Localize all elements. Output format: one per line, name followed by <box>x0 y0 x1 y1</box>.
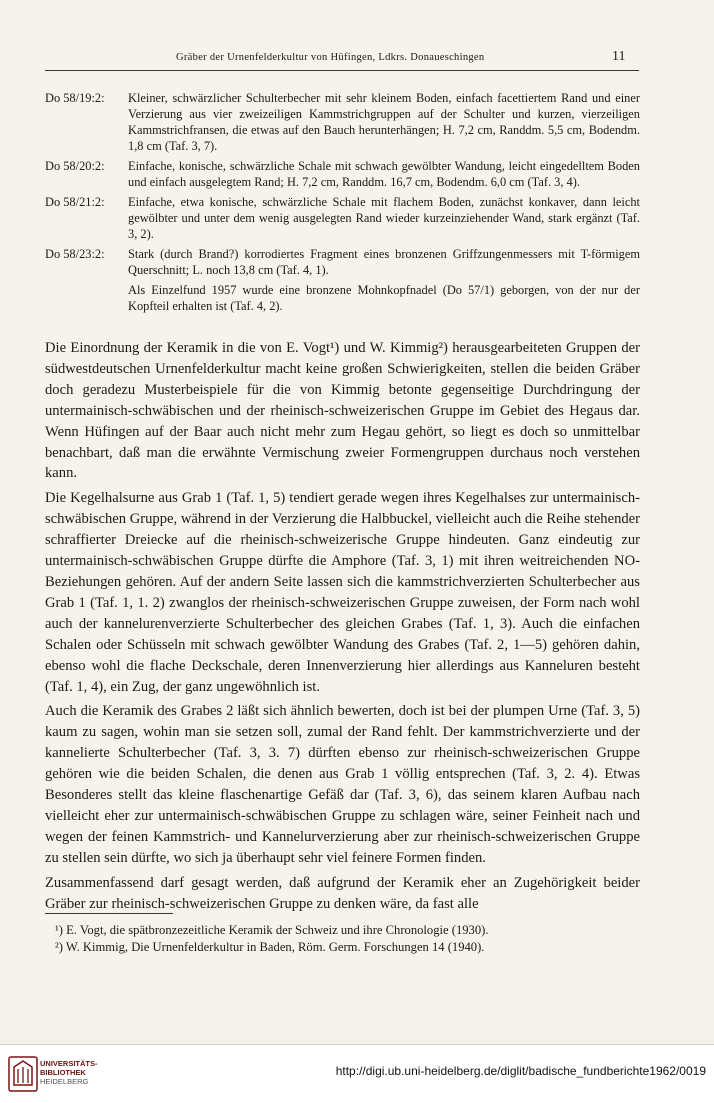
footnotes <box>45 913 640 956</box>
catalog-entry <box>45 158 640 190</box>
catalog-entry <box>45 246 640 278</box>
library-name-line: HEIDELBERG <box>40 1077 89 1086</box>
entry-id: Do 58/19:2: <box>45 91 105 105</box>
paragraph: Die Kegelhalsurne aus Grab 1 (Taf. 1, 5) tendiert gerade wegen ihres Kegelhalses zur untermainisch-schwäbischen Gruppe, während in der Verzierung die Halbbuckel, vielleicht auch die Reihe stehender schraffierter Dreiecke auf die rheinisch-schweizerische Gruppe hindeuten. Ganz eindeutig zur untermainisch-schwäbischen Gruppe dürfte die Amphore (Taf. 3, 1) mit ihren weitreichenden NO-Beziehungen gehören. Auf der andern Seite lassen sich die kammstrichverzierten Schulterbecher aus Grab 1 (Taf. 1, 1. 2) zwanglos der rheinisch-schweizerischen Gruppe zuweisen, der Form nach wohl auch der kannelurenverzierte Schulterbecher des gleichen Grabes (Taf. 1, 3). Auch die einfachen Schalen oder Schüsseln mit schwach gewölbter Wandung des Grabes (Taf. 2, 1—5) gehören dahin, ebenso wohl die flache Deckschale, deren Innenverzierung hier allerdings aus Kanneluren besteht (Taf. 1, 4), ein Zug, der ganz ungewöhnlich ist. <box>45 490 640 695</box>
entry-id: Do 58/21:2: <box>45 195 105 209</box>
entry-id: Do 58/23:2: <box>45 247 105 261</box>
paragraph: Zusammenfassend darf gesagt werden, daß aufgrund der Keramik eher an Zugehörigkeit beider Gräber zur rheinisch-schweizerischen Gruppe zu denken wäre, da fast alle <box>45 874 640 912</box>
library-name-line: BIBLIOTHEK <box>40 1068 86 1077</box>
source-url-link[interactable]: http://digi.ub.uni-heidelberg.de/diglit/badische_fundberichte1962/0019 <box>335 1064 706 1078</box>
entry-text: Stark (durch Brand?) korrodiertes Fragment eines bronzenen Griffzungenmessers mit T-förmigem Querschnitt; L. noch 13,8 cm (Taf. 4, 1). <box>128 247 640 277</box>
library-name-line: UNIVERSITÄTS- <box>40 1059 98 1068</box>
university-library-logo-icon <box>8 1055 38 1093</box>
entry-id: Do 58/20:2: <box>45 159 105 173</box>
entry-note: Als Einzelfund 1957 wurde eine bronzene Mohnkopfnadel (Do 57/1) geborgen, von der nur der Kopfteil erhalten ist (Taf. 4, 2). <box>128 283 640 313</box>
running-title: Gräber der Urnenfelderkultur von Hüfingen, Ldkrs. Donaueschingen <box>176 52 485 63</box>
footnote: ¹) E. Vogt, die spätbronzezeitliche Keramik der Schweiz und ihre Chronologie (1930). <box>55 923 489 937</box>
page-number: 11 <box>612 49 626 64</box>
header-rule <box>45 70 639 71</box>
body-text <box>45 338 640 918</box>
footnote: ²) W. Kimmig, Die Urnenfelderkultur in Baden, Röm. Germ. Forschungen 14 (1940). <box>55 940 485 954</box>
paragraph: Die Einordnung der Keramik in die von E. Vogt¹) und W. Kimmig²) herausgearbeiteten Gruppen der südwestdeutschen Urnenfelderkultur macht keine großen Schwierigkeiten, stellen die beiden Gräber doch geradezu Musterbeispiele für die von Kimmig betonte gegenseitige Durchdringung der untermainisch-schwäbischen und der rheinisch-schweizerischen Gruppe im Gebiet des Hegaus dar. Wenn Hüfingen auf der Baar auch nicht mehr zum Hegau gehört, so liegt es doch so unmittelbar benachbart, daß man die erwähnte Vermischung zweier Formengruppen durchaus noch verstehen kann. <box>45 340 640 482</box>
catalog-entry <box>45 90 640 154</box>
footnote-rule <box>45 913 173 914</box>
catalog-entry <box>45 194 640 242</box>
paragraph: Auch die Keramik des Grabes 2 läßt sich ähnlich bewerten, doch ist bei der plumpen Urne (Taf. 3, 5) kaum zu sagen, wohin man sie setzen soll, zumal der Rand fehlt. Der kammstrichverzierte und der kannelierte Schulterbecher (Taf. 3, 3. 7) dürften ebenso zur rheinisch-schweizerischen Gruppe gehören wie die beiden Schalen, die denen aus Grab 1 völlig entsprechen (Taf. 3, 2. 4). Etwas Besonderes stellt das kleine flaschenartige Gefäß dar (Taf. 3, 6), das seinem klaren Aufbau nach vielleicht eher zur untermainisch-schwäbischen Gruppe zu schlagen wäre, seiner Feinheit nach und wegen der feinen Kammstrich- und Kannelurverzierung aber zur rheinisch-schweizerischen Gruppe zu stellen sein dürfte, wo sich ja überhaupt sehr viel feinere Formen finden. <box>45 703 640 866</box>
entry-text: Einfache, konische, schwärzliche Schale mit schwach gewölbter Wandung, leicht eingedelltem Boden und einfach ausgelegtem Rand; H. 7,2 cm, Randdm. 16,7 cm, Bodendm. 6,0 cm (Taf. 3, 4). <box>128 159 640 189</box>
catalog-entries <box>45 90 640 314</box>
entry-text: Kleiner, schwärzlicher Schulterbecher mit sehr kleinem Boden, einfach facettiertem Rand und einer Verzierung aus vier zweizeiligen Kammstrichgruppen auf der Schulter und kurzen, vierzeiligen Kammstrichfransen, die etwas auf den Bauch herunterhängen; H. 7,2 cm, Randdm. 5,5 cm, Bodendm. 1,8 cm (Taf. 3, 7). <box>128 91 640 153</box>
entry-text: Einfache, etwa konische, schwärzliche Schale mit flachem Boden, zunächst konkaver, dann leicht gewölbter und unter dem wenig ausgelegten Rand wieder kurzeinziehender Wand, stark ergänzt (Taf. 3, 2). <box>128 195 640 241</box>
library-name <box>40 1059 98 1086</box>
library-footer <box>0 1044 714 1103</box>
